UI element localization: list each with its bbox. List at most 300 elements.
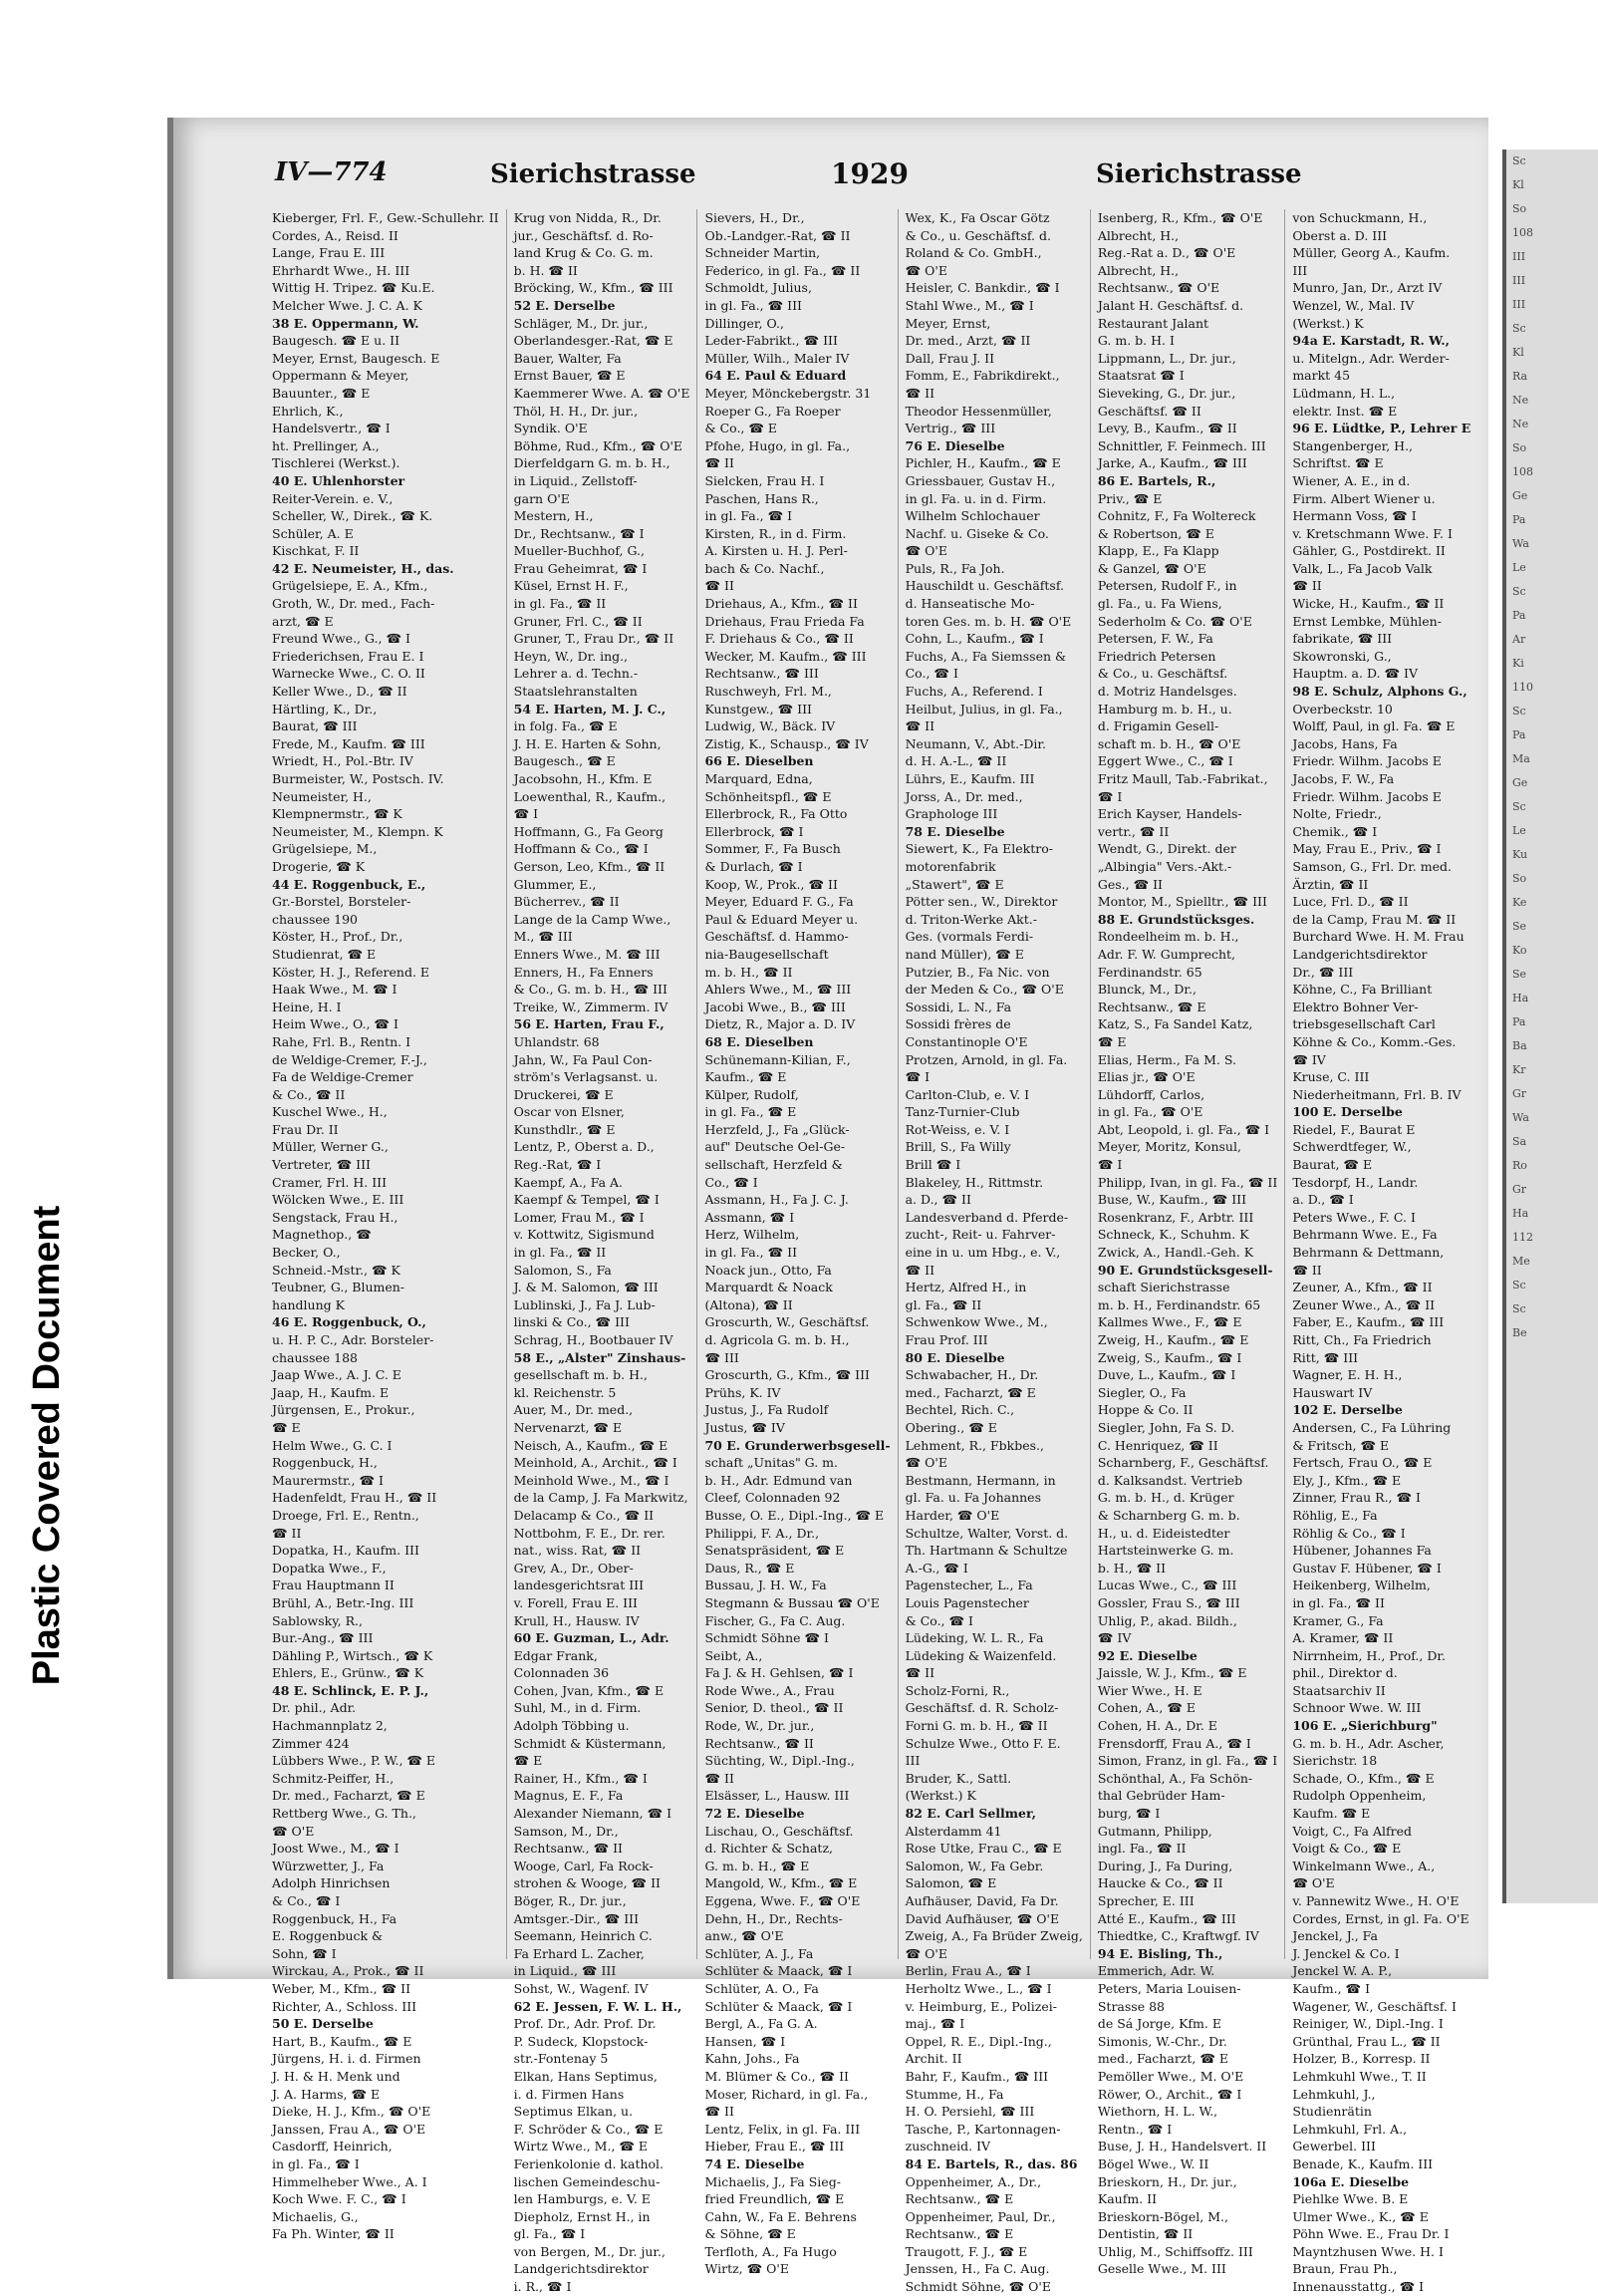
directory-entry: Zeuner, A., Kfm., ☎ II (1292, 1280, 1433, 1295)
directory-entry: Driehaus, Frau Frieda Fa (704, 613, 865, 629)
next-page-fragment: III (1512, 298, 1526, 311)
directory-entry: Freund Wwe., G., ☎ I (272, 631, 410, 647)
directory-entry: Schneider Martin, (704, 245, 821, 261)
year: 1929 (831, 157, 909, 190)
directory-entry: Prof. Dr., Adr. Prof. Dr. (513, 2016, 657, 2032)
directory-entry: Lüdeking, W. L. R., Fa (905, 1630, 1044, 1646)
directory-entry: Innenausstattg., ☎ I (1292, 2279, 1425, 2295)
directory-entry: Elias jr., ☎ O'E (1097, 1069, 1196, 1085)
directory-entry: M., ☎ III (513, 929, 573, 945)
directory-entry: Stegmann & Bussau ☎ O'E (704, 1594, 880, 1610)
directory-entry: Frau Geheimrat, ☎ I (513, 560, 648, 576)
directory-entry: Wendt, G., Direkt. der (1097, 841, 1236, 857)
directory-entry: ☎ O'E (272, 1823, 315, 1839)
directory-entry: Syndik. O'E (513, 421, 588, 436)
directory-entry: Schnittler, F. Feinmech. III (1097, 437, 1266, 453)
directory-entry: d. Frigamin Gesell- (1097, 718, 1219, 734)
directory-entry: J. Jenckel & Co. I (1292, 1945, 1400, 1961)
directory-entry: 48 E. Schlinck, E. P. J., (272, 1682, 429, 1698)
directory-entry: Brill ☎ I (905, 1157, 961, 1173)
next-page-fragment: Se (1512, 920, 1527, 933)
directory-entry: von Schuckmann, H., (1292, 210, 1428, 225)
next-page-fragment: Kr (1512, 1063, 1526, 1076)
directory-entry: Reiniger, W., Dipl.-Ing. I (1292, 2016, 1444, 2032)
directory-entry: Nirrnheim, H., Prof., Dr. (1292, 1647, 1446, 1663)
directory-entry: Bröcking, W., Kfm., ☎ III (513, 280, 673, 296)
directory-entry: Obering., ☎ E (905, 1419, 997, 1435)
directory-entry: Geschäftsf. ☎ II (1097, 403, 1201, 419)
directory-entry: Oppenheimer, A., Dr., (905, 2173, 1042, 2189)
directory-entry: Ritt, ☎ III (1292, 1349, 1359, 1365)
directory-entry: & Söhne, ☎ E (704, 2226, 796, 2242)
directory-entry: handlung K (272, 1296, 345, 1312)
next-page-fragment: Ne (1512, 418, 1529, 430)
directory-entry: Co., ☎ I (905, 666, 958, 682)
directory-entry: Lentz, P., Oberst a. D., (513, 1139, 655, 1155)
directory-entry: jur., Geschäftsf. d. Ro- (513, 227, 654, 243)
directory-entry: Michaelis, J., Fa Sieg- (704, 2173, 841, 2189)
directory-entry: Gewerbel. III (1292, 2139, 1376, 2154)
directory-entry: d. Triton-Werke Akt.- (905, 911, 1037, 927)
directory-entry: & Scharnberg G. m. b. (1097, 1507, 1240, 1523)
directory-entry: Lehrer a. d. Techn.- (513, 666, 639, 682)
directory-entry: Zinner, Frau R., ☎ I (1292, 1490, 1421, 1506)
directory-entry: & Co., G. m. b. H., ☎ III (513, 982, 667, 998)
directory-entry: & Co., ☎ E (704, 421, 778, 436)
directory-entry: Ulmer Wwe., K., ☎ E (1292, 2208, 1429, 2224)
directory-entry: Wirtz, ☎ O'E (704, 2261, 789, 2277)
directory-entry: Jalant H. Geschäftsf. d. (1097, 297, 1244, 313)
directory-entry: v. Heimburg, E., Polizei- (905, 1998, 1057, 2014)
directory-entry: Behrmann Wwe. E., Fa (1292, 1227, 1438, 1243)
directory-entry: Dietz, R., Major a. D. IV (704, 1016, 856, 1032)
page-header (173, 157, 1488, 201)
directory-entry: Pfohe, Hugo, in gl. Fa., (704, 437, 851, 453)
directory-entry: Gruner, T., Frau Dr., ☎ II (513, 631, 674, 647)
directory-entry: ☎ II (704, 455, 734, 471)
directory-entry: Katz, S., Fa Sandel Katz, (1097, 1016, 1253, 1032)
directory-entry: Levy, B., Kaufm., ☎ II (1097, 421, 1237, 436)
directory-entry: III (1292, 262, 1308, 278)
next-page-fragment: So (1512, 441, 1527, 454)
directory-entry: Herzfeld, J., Fa „Glück- (704, 1121, 850, 1137)
directory-entry: Landesverband d. Pferde- (905, 1209, 1069, 1225)
directory-entry: Grev, A., Dr., Ober- (513, 1560, 634, 1576)
directory-entry: Pichler, H., Kaufm., ☎ E (905, 455, 1061, 471)
directory-entry: Süchting, W., Dipl.-Ing., (704, 1753, 855, 1769)
directory-entry: Staatslehranstalten (513, 684, 638, 700)
directory-entry: Müller, Werner G., (272, 1139, 389, 1155)
directory-entry: Schlüter, A. O., Fa (704, 1980, 819, 1996)
directory-entry: ☎ II (704, 1770, 734, 1786)
directory-entry: Griessbauer, Gustav H., (905, 472, 1056, 488)
directory-entry: Brill, S., Fa Willy (905, 1139, 1011, 1155)
directory-entry: i. R., ☎ I (513, 2279, 572, 2295)
directory-entry: May, Frau E., Priv., ☎ I (1292, 841, 1442, 857)
directory-entry: Priv., ☎ E (1097, 490, 1163, 506)
directory-entry: Colonnaden 36 (513, 1665, 610, 1681)
directory-entry: Kramer, G., Fa (1292, 1612, 1384, 1628)
directory-entry: Dehn, H., Dr., Rechts- (704, 1910, 843, 1926)
next-page-fragment: Ro (1512, 1159, 1527, 1172)
directory-entry: Lehment, R., Fbkbes., (905, 1437, 1044, 1453)
directory-entry: Hauswart IV (1292, 1384, 1373, 1400)
directory-entry: ☎ I (1097, 1157, 1123, 1173)
directory-entry: Braun, Frau Ph., (1292, 2261, 1398, 2277)
directory-entry: 50 E. Derselbe (272, 2016, 374, 2032)
directory-entry: Schüler, A. E (272, 525, 354, 541)
directory-entry: Rechtsanw., ☎ E (905, 2191, 1014, 2207)
directory-entry: Becker, O., (272, 1245, 341, 1261)
directory-entry: nat., wiss. Rat, ☎ II (513, 1543, 642, 1559)
directory-entry: A. Kramer, ☎ II (1292, 1630, 1394, 1646)
directory-entry: A. Kirsten u. H. J. Perl- (704, 543, 848, 559)
directory-entry: ☎ II (905, 385, 935, 401)
directory-entry: Blakeley, H., Rittmstr. (905, 1174, 1044, 1190)
next-page-fragment: So (1512, 872, 1527, 885)
directory-entry: & Co., u. Geschäftsf. d. (905, 227, 1051, 243)
directory-entry: Lühdorff, Carlos, (1097, 1086, 1205, 1102)
directory-entry: Elias, Herm., Fa M. S. (1097, 1051, 1236, 1067)
directory-entry: Lehmkuhl, J., (1292, 2086, 1376, 2102)
directory-entry: toren Ges. m. b. H. ☎ O'E (905, 613, 1072, 629)
directory-entry: Stahl Wwe., M., ☎ I (905, 297, 1034, 313)
directory-entry: Ludwig, W., Bäck. IV (704, 718, 836, 734)
next-page-fragment: Be (1512, 1326, 1527, 1339)
directory-entry: Adolph Hinrichsen (272, 1875, 391, 1891)
directory-entry: Kaufm., ☎ E (704, 1069, 787, 1085)
directory-entry: Meyer, Eduard F. G., Fa (704, 894, 854, 910)
directory-entry: Jacobs, F. W., Fa (1292, 771, 1395, 786)
directory-entry: thal Gebrüder Ham- (1097, 1788, 1225, 1804)
directory-entry: & Ganzel, ☎ O'E (1097, 560, 1206, 576)
directory-entry: Salomon, S., Fa (513, 1262, 612, 1278)
directory-entry: Schlüter & Maack, ☎ I (704, 1963, 853, 1979)
directory-entry: Scharnberg, F., Geschäftsf. (1097, 1455, 1269, 1471)
directory-entry: Oberlandesger.-Rat, ☎ E (513, 333, 673, 349)
directory-entry: „Stawert", ☎ E (905, 876, 1004, 892)
directory-entry: von Bergen, M., Dr. jur., (513, 2243, 666, 2259)
directory-entry: J. & M. Salomon, ☎ III (513, 1280, 659, 1295)
directory-entry: Nachf. u. Giseke & Co. (905, 525, 1049, 541)
directory-entry: schaft Sierichstrasse (1097, 1280, 1230, 1295)
directory-entry: Graphologe III (905, 806, 998, 822)
directory-entry: Thöl, H. H., Dr. jur., (513, 403, 639, 419)
directory-entry: d. Richter & Schatz, (704, 1841, 833, 1857)
directory-entry: Voigt, C., Fa Alfred (1292, 1823, 1413, 1839)
directory-entry: Justus, ☎ IV (704, 1419, 785, 1435)
directory-entry: Schünemann-Kilian, F., (704, 1051, 851, 1067)
directory-entry: Schönthal, A., Fa Schön- (1097, 1770, 1253, 1786)
next-page-fragment: Ma (1512, 752, 1530, 765)
next-page-fragment: Sc (1512, 800, 1526, 813)
directory-entry: Bur.-Ang., ☎ III (272, 1630, 374, 1646)
directory-entry: a. D., ☎ II (905, 1192, 971, 1208)
directory-entry: Nervenarzt, ☎ E (513, 1419, 623, 1435)
directory-entry: Studienrat, ☎ E (272, 946, 377, 962)
directory-entry: ☎ II (1292, 1262, 1322, 1278)
directory-entry: Lübbers Wwe., P. W., ☎ E (272, 1753, 436, 1769)
next-page-fragment: Sc (1512, 154, 1526, 167)
directory-entry: Delacamp & Co., ☎ II (513, 1507, 655, 1523)
directory-entry: Scheller, W., Direk., ☎ K. (272, 508, 433, 524)
directory-entry: Groscurth, W., Geschäftsf. (704, 1314, 870, 1330)
directory-entry: Jenckel W. A. P., (1292, 1963, 1393, 1979)
directory-entry: Kaempf & Tempel, ☎ I (513, 1192, 660, 1208)
directory-entry: Rudolph Oppenheim, (1292, 1788, 1427, 1804)
directory-entry: Reg.-Rat, ☎ I (513, 1157, 602, 1173)
directory-entry: sellschaft, Herzfeld & (704, 1157, 843, 1173)
directory-entry: Senior, D. theol., ☎ II (704, 1700, 844, 1716)
directory-entry: Bruder, K., Sattl. (905, 1770, 1012, 1786)
directory-entry: Rechtsanw., ☎ II (513, 1841, 623, 1857)
directory-entry: Jürgens, H. i. d. Firmen (272, 2051, 421, 2067)
directory-entry: ht. Prellinger, A., (272, 437, 380, 453)
directory-entry: Baugesch., ☎ E (513, 753, 616, 769)
directory-entry: & Fritsch, ☎ E (1292, 1437, 1390, 1453)
directory-entry: Warnecke Wwe., C. O. II (272, 666, 425, 682)
directory-entry: Kieberger, Frl. F., Gew.-Schullehr. II (272, 210, 499, 225)
directory-entry: Roeper G., Fa Roeper (704, 403, 841, 419)
next-page-fragment: Gr (1512, 1183, 1527, 1196)
directory-entry: Pemöller Wwe., M. O'E (1097, 2068, 1244, 2084)
directory-entry: Samson, M., Dr., (513, 1823, 619, 1839)
directory-entry: David Aufhäuser, ☎ O'E (905, 1910, 1060, 1926)
directory-entry: Fertsch, Frau O., ☎ E (1292, 1455, 1433, 1471)
directory-entry: Voigt & Co., ☎ E (1292, 1841, 1402, 1857)
directory-entry: auf" Deutsche Oel-Ge- (704, 1139, 846, 1155)
directory-entry: med., Facharzt, ☎ E (1097, 2051, 1229, 2067)
next-page-fragment: 108 (1512, 226, 1533, 239)
directory-entry: Jacobs, Hans, Fa (1292, 735, 1398, 751)
directory-entry: phil., Direktor d. (1292, 1665, 1398, 1681)
directory-entry: ☎ II (905, 1665, 935, 1681)
directory-entry: & Co., ☎ I (905, 1612, 973, 1628)
directory-entry: Suhl, M., in d. Firm. (513, 1700, 642, 1716)
directory-entry: ☎ II (905, 1262, 935, 1278)
directory-entry: Helm Wwe., G. C. I (272, 1437, 393, 1453)
directory-entry: Gruner, Frl. C., ☎ II (513, 613, 643, 629)
directory-entry: Geschäftsf. d. R. Scholz- (905, 1700, 1059, 1716)
directory-entry: Friedr. Wilhm. Jacobs E (1292, 788, 1442, 804)
directory-entry: Oppermann & Meyer, (272, 368, 409, 384)
directory-entry: Lüdmann, H. L., (1292, 385, 1396, 401)
directory-entry: lischen Gemeindeschu- (513, 2173, 661, 2189)
directory-entry: 90 E. Grundstücksgesell- (1097, 1262, 1273, 1278)
directory-entry: landesgerichtsrat III (513, 1578, 645, 1593)
directory-entry: ström's Verlagsanst. u. (513, 1069, 659, 1085)
column-3 (697, 209, 898, 2277)
directory-entry: Schlüter & Maack, ☎ I (704, 1998, 853, 2014)
directory-entry: m. b. H., ☎ II (704, 964, 793, 980)
directory-entry: in gl. Fa., ☎ III (704, 297, 802, 313)
directory-entry: in gl. Fa., ☎ II (513, 596, 607, 612)
directory-entry: Meyer, Ernst, (905, 315, 991, 331)
directory-entry: Reiter-Verein. e. V., (272, 490, 394, 506)
directory-entry: Hamburg m. b. H., u. (1097, 701, 1232, 717)
directory-entry: Restaurant Jalant (1097, 315, 1209, 331)
next-page-fragment: 108 (1512, 465, 1533, 478)
directory-entry: in gl. Fa., ☎ O'E (1097, 1104, 1203, 1120)
directory-entry: Kallmes Wwe., F., ☎ E (1097, 1314, 1242, 1330)
directory-entry: Schmidt Söhne, ☎ O'E (905, 2279, 1051, 2295)
directory-entry: Buse, W., Kaufm., ☎ III (1097, 1192, 1247, 1208)
directory-entry: a. D., ☎ I (1292, 1192, 1354, 1208)
directory-entry: 56 E. Harten, Frau F., (513, 1016, 665, 1032)
directory-entry: Peters, Maria Louisen- (1097, 1980, 1241, 1996)
directory-entry: Landgerichtsdirektor (1292, 946, 1428, 962)
directory-entry: Zweig, A., Fa Brüder Zweig, (905, 1928, 1083, 1944)
directory-entry: Studienrätin (1292, 2104, 1372, 2120)
directory-entry: Hieber, Frau E., ☎ III (704, 2139, 845, 2154)
directory-entry: C. Henriquez, ☎ II (1097, 1437, 1218, 1453)
next-page-fragment: Ha (1512, 992, 1529, 1004)
directory-entry: in gl. Fa., ☎ I (704, 508, 793, 524)
next-page-fragment: Ge (1512, 776, 1528, 789)
directory-entry: Albrecht, H., (1097, 227, 1180, 243)
next-page-fragment: Ke (1512, 896, 1527, 909)
directory-entry: Siegler, O., Fa (1097, 1384, 1187, 1400)
directory-entry: Wriedt, H., Pol.-Btr. IV (272, 753, 413, 769)
directory-entry: & Co., ☎ II (272, 1086, 346, 1102)
directory-entry: Frau Hauptmann II (272, 1578, 395, 1593)
directory-entry: Hertz, Alfred H., in (905, 1280, 1027, 1295)
directory-entry: III (905, 1753, 921, 1769)
directory-entry: ☎ II (905, 718, 935, 734)
directory-entry: Sohn, ☎ I (272, 1945, 337, 1961)
directory-entry: Theodor Hessenmüller, (905, 403, 1052, 419)
directory-entry: Louis Pagenstecher (905, 1594, 1029, 1610)
directory-entry: Schneck, K., Schuhm. K (1097, 1227, 1249, 1243)
directory-entry: Pagenstecher, L., Fa (905, 1578, 1033, 1593)
directory-entry: Krull, H., Hausw. IV (513, 1612, 640, 1628)
directory-entry: Staatsrat ☎ I (1097, 368, 1185, 384)
directory-entry: Enners, H., Fa Enners (513, 964, 654, 980)
directory-entry: Cleef, Colonnaden 92 (704, 1490, 841, 1506)
directory-entry: Geschäftsf. d. Hammo- (704, 929, 849, 945)
directory-entry: Herholtz Wwe., L., ☎ I (905, 1980, 1052, 1996)
directory-entry: Röhlig, E., Fa (1292, 1507, 1378, 1523)
directory-entry: Jahn, W., Fa Paul Con- (513, 1051, 653, 1067)
directory-entry: G. m. b. H., d. Krüger (1097, 1490, 1234, 1506)
directory-entry: Haak Wwe., M. ☎ I (272, 982, 398, 998)
directory-entry: Hauptm. a. D. ☎ IV (1292, 666, 1418, 682)
directory-entry: Haucke & Co., ☎ II (1097, 1875, 1223, 1891)
directory-entry: Schulze Wwe., Otto F. E. (905, 1735, 1061, 1751)
directory-entry: Jacobsohn, H., Kfm. E (513, 771, 653, 786)
directory-entry: Staatsarchiv II (1292, 1682, 1386, 1698)
directory-entry: (Werkst.) K (905, 1788, 976, 1804)
directory-entry: Friederichsen, Frau E. I (272, 648, 424, 664)
directory-entry: Rose Utke, Frau C., ☎ E (905, 1841, 1062, 1857)
directory-entry: Brieskorn, H., Dr. jur., (1097, 2173, 1237, 2189)
directory-entry: Fa J. & H. Gehlsen, ☎ I (704, 1665, 854, 1681)
directory-entry: Jaap, H., Kaufm. E (272, 1384, 390, 1400)
directory-entry: Brieskorn-Bögel, M., (1097, 2208, 1228, 2224)
directory-entry: Cahn, W., Fa E. Behrens (704, 2208, 857, 2224)
directory-entry: Hadenfeldt, Frau H., ☎ II (272, 1490, 437, 1506)
directory-entry: Atté E., Kaufm., ☎ III (1097, 1910, 1236, 1926)
directory-entry: Kahn, Johs., Fa (704, 2051, 800, 2067)
directory-entry: Sprecher, E. III (1097, 1893, 1195, 1908)
next-page-fragment: Pa (1512, 513, 1526, 526)
directory-entry: Sielcken, Frau H. I (704, 472, 825, 488)
directory-entry: Teubner, G., Blumen- (272, 1280, 405, 1295)
next-page-fragment: Sc (1512, 585, 1526, 598)
directory-entry: Ellerbrock, R., Fa Otto (704, 806, 848, 822)
directory-entry: Lehmkuhl, Frl. A., (1292, 2121, 1408, 2137)
next-page-fragment: Sc (1512, 322, 1526, 335)
directory-entry: Wölcken Wwe., E. III (272, 1192, 404, 1208)
street-title-left: Sierichstrasse (490, 159, 696, 189)
directory-entry: Heine, H. I (272, 999, 342, 1014)
directory-entry: Isenberg, R., Kfm., ☎ O'E (1097, 210, 1263, 225)
directory-entry: Maurermstr., ☎ I (272, 1472, 384, 1488)
directory-entry: Fa Ph. Winter, ☎ II (272, 2226, 395, 2242)
directory-entry: 62 E. Jessen, F. W. L. H., (513, 1998, 682, 2014)
column-1 (265, 209, 507, 2242)
directory-entry: Driehaus, A., Kfm., ☎ II (704, 596, 858, 612)
directory-entry: Röhlig & Co., ☎ I (1292, 1525, 1406, 1541)
directory-entry: Rechtsanw., ☎ O'E (1097, 280, 1220, 296)
directory-entry: Neumeister, H., (272, 788, 372, 804)
directory-entry: Joost Wwe., M., ☎ I (272, 1841, 400, 1857)
next-page-fragment: Pa (1512, 728, 1526, 741)
next-page-fragment: Kl (1512, 346, 1524, 359)
directory-entry: Th. Hartmann & Schultze (905, 1543, 1068, 1559)
directory-entry: 60 E. Guzman, L., Adr. (513, 1630, 669, 1646)
directory-entry: Burmeister, W., Postsch. IV. (272, 771, 444, 786)
directory-entry: Wex, K., Fa Oscar Götz (905, 210, 1050, 225)
directory-entry: Müller, Georg A., Kaufm. (1292, 245, 1451, 261)
directory-entry: Overbeckstr. 10 (1292, 701, 1393, 717)
directory-entry: Jorss, A., Dr. med., (905, 788, 1023, 804)
directory-entry: schaft m. b. H., ☎ O'E (1097, 735, 1241, 751)
directory-entry: Köster, H. J., Referend. E (272, 964, 430, 980)
directory-entry: Dierfeldgarn G. m. b. H., (513, 455, 670, 471)
directory-entry: Ob.-Landger.-Rat, ☎ II (704, 227, 851, 243)
directory-entry: Ärztin, ☎ II (1292, 876, 1369, 892)
directory-entry: Kunstgew., ☎ III (704, 701, 812, 717)
directory-entry: in gl. Fa., ☎ II (1292, 1594, 1385, 1610)
directory-entry: Chemik., ☎ I (1292, 823, 1378, 839)
directory-entry: Cordes, A., Reisd. II (272, 227, 399, 243)
directory-entry: Riedel, F., Baurat E (1292, 1121, 1416, 1137)
directory-entry: Gähler, G., Postdirekt. II (1292, 543, 1446, 559)
column-2 (507, 209, 698, 2295)
directory-entry: & Co., ☎ I (272, 1893, 341, 1908)
directory-entry: ☎ O'E (905, 262, 947, 278)
next-page-fragment: Me (1512, 1255, 1530, 1268)
directory-entry: Tasche, P., Kartonnagen- (905, 2121, 1061, 2137)
directory-entry: in gl. Fa., ☎ I (272, 2155, 360, 2171)
directory-entry: Grünthal, Frau L., ☎ II (1292, 2033, 1441, 2049)
directory-entry: „Albingia" Vers.-Akt.- (1097, 858, 1232, 874)
directory-entry: & Durlach, ☎ I (704, 858, 803, 874)
directory-entry: Wirtz Wwe., M., ☎ E (513, 2139, 649, 2154)
directory-entry: Fuchs, A., Referend. I (905, 684, 1043, 700)
directory-entry: ☎ I (513, 806, 539, 822)
directory-entry: 70 E. Grunderwerbsgesell- (704, 1437, 891, 1453)
directory-entry: Geselle Wwe., M. III (1097, 2261, 1226, 2277)
directory-entry: Hart, B., Kaufm., ☎ E (272, 2033, 412, 2049)
directory-entry: Fuchs, A., Fa Siemssen & (905, 648, 1067, 664)
directory-entry: Mayntzhusen Wwe. H. I (1292, 2243, 1444, 2259)
side-label-text: Plastic Covered Document (26, 1205, 69, 1685)
directory-entry: Schwerdtfeger, W., (1292, 1139, 1412, 1155)
directory-entry: motorenfabrik (905, 858, 996, 874)
next-page-fragment: Ra (1512, 370, 1528, 383)
